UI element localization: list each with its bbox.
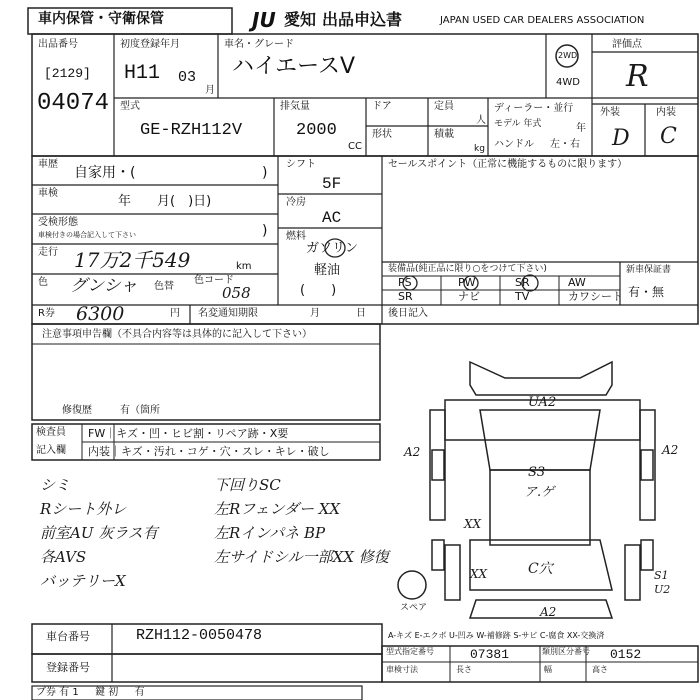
history-value: 自家用・( — [74, 165, 136, 181]
length-label: 長さ — [456, 665, 472, 674]
first-registration-year: H11 — [124, 62, 161, 85]
diagram-right: A2 — [662, 443, 679, 457]
inspector-label-2: 記入欄 — [36, 445, 66, 456]
model-name-value: ハイエースV — [232, 54, 356, 79]
inspector-fw-row: FW｜キズ・凹・ヒビ割・リペア跡・X要 — [88, 427, 289, 440]
color-change-label: 色替 — [154, 281, 174, 292]
shift-label: シフト — [286, 159, 316, 170]
load-unit: kg — [474, 144, 485, 154]
rating-label: 評価点 — [612, 39, 642, 50]
sales-points-label: セールスポイント（正常に機能するものに限ります） — [388, 159, 628, 170]
fuel-label: 燃料 — [286, 231, 306, 242]
model-year-label: モデル 年式 — [494, 119, 542, 129]
exterior-label: 外装 — [600, 107, 620, 118]
diagram-rear: A2 — [540, 605, 557, 619]
association-name: JAPAN USED CAR DEALERS ASSOCIATION — [440, 15, 645, 26]
first-registration-month: 03 — [178, 69, 197, 86]
inspection-label: 車検 — [38, 188, 58, 199]
drive-2wd: 2WD — [558, 51, 578, 60]
chassis-no-value: RZH112-0050478 — [136, 627, 263, 644]
diagram-side-right-1: S1 — [654, 569, 669, 582]
vehicle-dimension-label: 車検寸法 — [386, 665, 418, 674]
notes-label: 注意事項申告欄（不具合内容等は具体的に記入して下さい） — [42, 329, 312, 340]
capacity-unit: 人 — [476, 115, 486, 126]
equipment-item: PS — [398, 276, 412, 289]
inspector-label-1: 検査員 — [36, 427, 66, 438]
chassis-type-label: 型式 — [120, 101, 140, 112]
chassis-no-label: 車台番号 — [46, 630, 90, 643]
diagram-top: UA2 — [528, 395, 557, 410]
lot-label: 出品番号 — [38, 39, 78, 50]
interior-label: 内装 — [656, 107, 676, 118]
history-close: ) — [262, 165, 268, 181]
diagram-left: A2 — [404, 445, 421, 459]
handwritten-note-right: 左サイドシル一部XX 修復 — [214, 548, 389, 566]
tax-notice-day: 日 — [356, 308, 366, 319]
repair-value: 有（箇所 — [120, 405, 160, 416]
mileage-label: 走行 — [38, 247, 58, 258]
equipment-item: TV — [515, 290, 530, 303]
repair-label: 修復歴 — [62, 405, 92, 416]
category-label: 類別区分番号 — [542, 647, 590, 656]
shift-value: 5F — [322, 175, 342, 193]
displacement-label: 排気量 — [280, 101, 310, 112]
inspection-text: 年 月( )日) — [118, 194, 212, 209]
diagram-legend: A-キズ E-エクボ U-凹み W-補修跡 S-サビ C-腐食 XX-交換済 — [388, 631, 605, 640]
org-name: 愛知 — [284, 10, 317, 29]
equipment-item: ナビ — [458, 290, 480, 303]
fuel-diesel: 軽油 — [314, 263, 341, 278]
ac-label: 冷房 — [286, 197, 306, 208]
height-label: 高さ — [592, 665, 608, 674]
warranty-label: 新車保証書 — [626, 265, 672, 275]
width-label: 幅 — [544, 665, 552, 674]
fuel-gasoline: ガソリン — [306, 241, 359, 256]
mileage-value: 17万2千549 — [74, 248, 191, 272]
storage-label: 車内保管・守衛保管 — [38, 11, 164, 27]
capacity-label: 定員 — [434, 101, 454, 112]
dealer-parallel: ディーラー・並行 — [494, 103, 574, 114]
equipment-item: AW — [568, 276, 586, 289]
diagram-center-1: S3 — [528, 465, 546, 480]
recycle-value: 6300 — [76, 303, 125, 325]
exterior-grade: D — [612, 126, 630, 151]
doors-label: ドア — [372, 101, 392, 112]
handwritten-note-right: 左Rフェンダー XX — [214, 500, 341, 518]
history-label: 車歴 — [38, 159, 58, 170]
warranty-options: 有・無 — [628, 285, 665, 299]
equipment-item: SR — [515, 276, 530, 289]
fuel-other: ( ) — [300, 283, 337, 298]
diagram-center-2: ア.ゲ — [524, 485, 555, 500]
handle-options: 左・右 — [550, 139, 580, 150]
form-title: 出品申込書 — [322, 10, 403, 29]
displacement-unit: CC — [348, 141, 362, 152]
diagram-bottom-left: XX — [470, 567, 488, 581]
color-code-label: 色コード — [194, 275, 234, 286]
interior-grade: C — [660, 124, 677, 149]
category-value: 0152 — [610, 647, 642, 662]
handwritten-note: Rシート外レ — [40, 500, 127, 518]
mileage-unit: km — [236, 261, 252, 272]
rating-score: R — [626, 59, 649, 94]
displacement-value: 2000 — [296, 121, 337, 140]
designation-label: 型式指定番号 — [386, 647, 434, 656]
color-value: グンシャ — [70, 276, 138, 296]
handwritten-note: 前室AU 灰ラス有 — [40, 524, 158, 542]
ac-value: AC — [322, 209, 342, 227]
after-inspection-label: 後日記入 — [388, 308, 428, 319]
transfer-close: ) — [262, 223, 268, 239]
handwritten-note: 各AVS — [40, 548, 87, 566]
diagram-side-right-2: U2 — [654, 583, 671, 596]
model-name-label: 車名・グレード — [224, 39, 294, 50]
model-year-unit: 年 — [576, 123, 586, 134]
equipment-item: PW — [458, 276, 476, 289]
color-code-value: 058 — [222, 284, 251, 302]
chassis-type-value: GE-RZH112V — [140, 121, 243, 140]
handwritten-note: シミ — [40, 476, 71, 494]
handwritten-note: バッテリーX — [40, 572, 126, 590]
diagram-left-xx: XX — [464, 517, 482, 531]
lot-bracket-number: [2129] — [44, 66, 91, 81]
handle-label: ハンドル — [494, 139, 534, 150]
shape-label: 形状 — [372, 129, 392, 140]
equipment-item: カワシート — [568, 290, 623, 303]
lot-number: 04074 — [37, 90, 110, 117]
equipment-label: 装備品(純正品に限り○をつけて下さい) — [388, 264, 547, 274]
transfer-note: 車検付きの場合記入して下さい — [38, 231, 136, 239]
color-label: 色 — [38, 277, 48, 288]
recycle-label: R券 — [38, 308, 55, 319]
handwritten-note-right: 左Rインパネ BP — [214, 524, 326, 542]
registration-no-label: 登録番号 — [46, 661, 90, 674]
diagram-bottom-right: C穴 — [528, 561, 553, 577]
inspector-interior-row: 内装｜キズ・汚れ・コゲ・穴・スレ・キレ・破し — [88, 445, 330, 458]
drive-4wd: 4WD — [556, 77, 580, 88]
tax-notice-month: 月 — [310, 308, 320, 319]
transfer-label: 受検形態 — [38, 217, 78, 228]
ju-logo: JU — [252, 8, 276, 32]
tax-notice-label: 名変通知期限 — [198, 308, 258, 319]
month-unit: 月 — [205, 85, 215, 96]
bottom-row: ブ券 有 1 鍵 初 有 — [36, 687, 145, 698]
load-label: 積載 — [434, 129, 454, 140]
equipment-item: SR — [398, 290, 413, 303]
designation-value: 07381 — [470, 647, 510, 662]
diagram-spare: スペア — [400, 603, 428, 613]
recycle-unit: 円 — [170, 308, 180, 319]
handwritten-note-right: 下回りSC — [214, 476, 281, 494]
first-registration-label: 初度登録年月 — [120, 39, 180, 50]
